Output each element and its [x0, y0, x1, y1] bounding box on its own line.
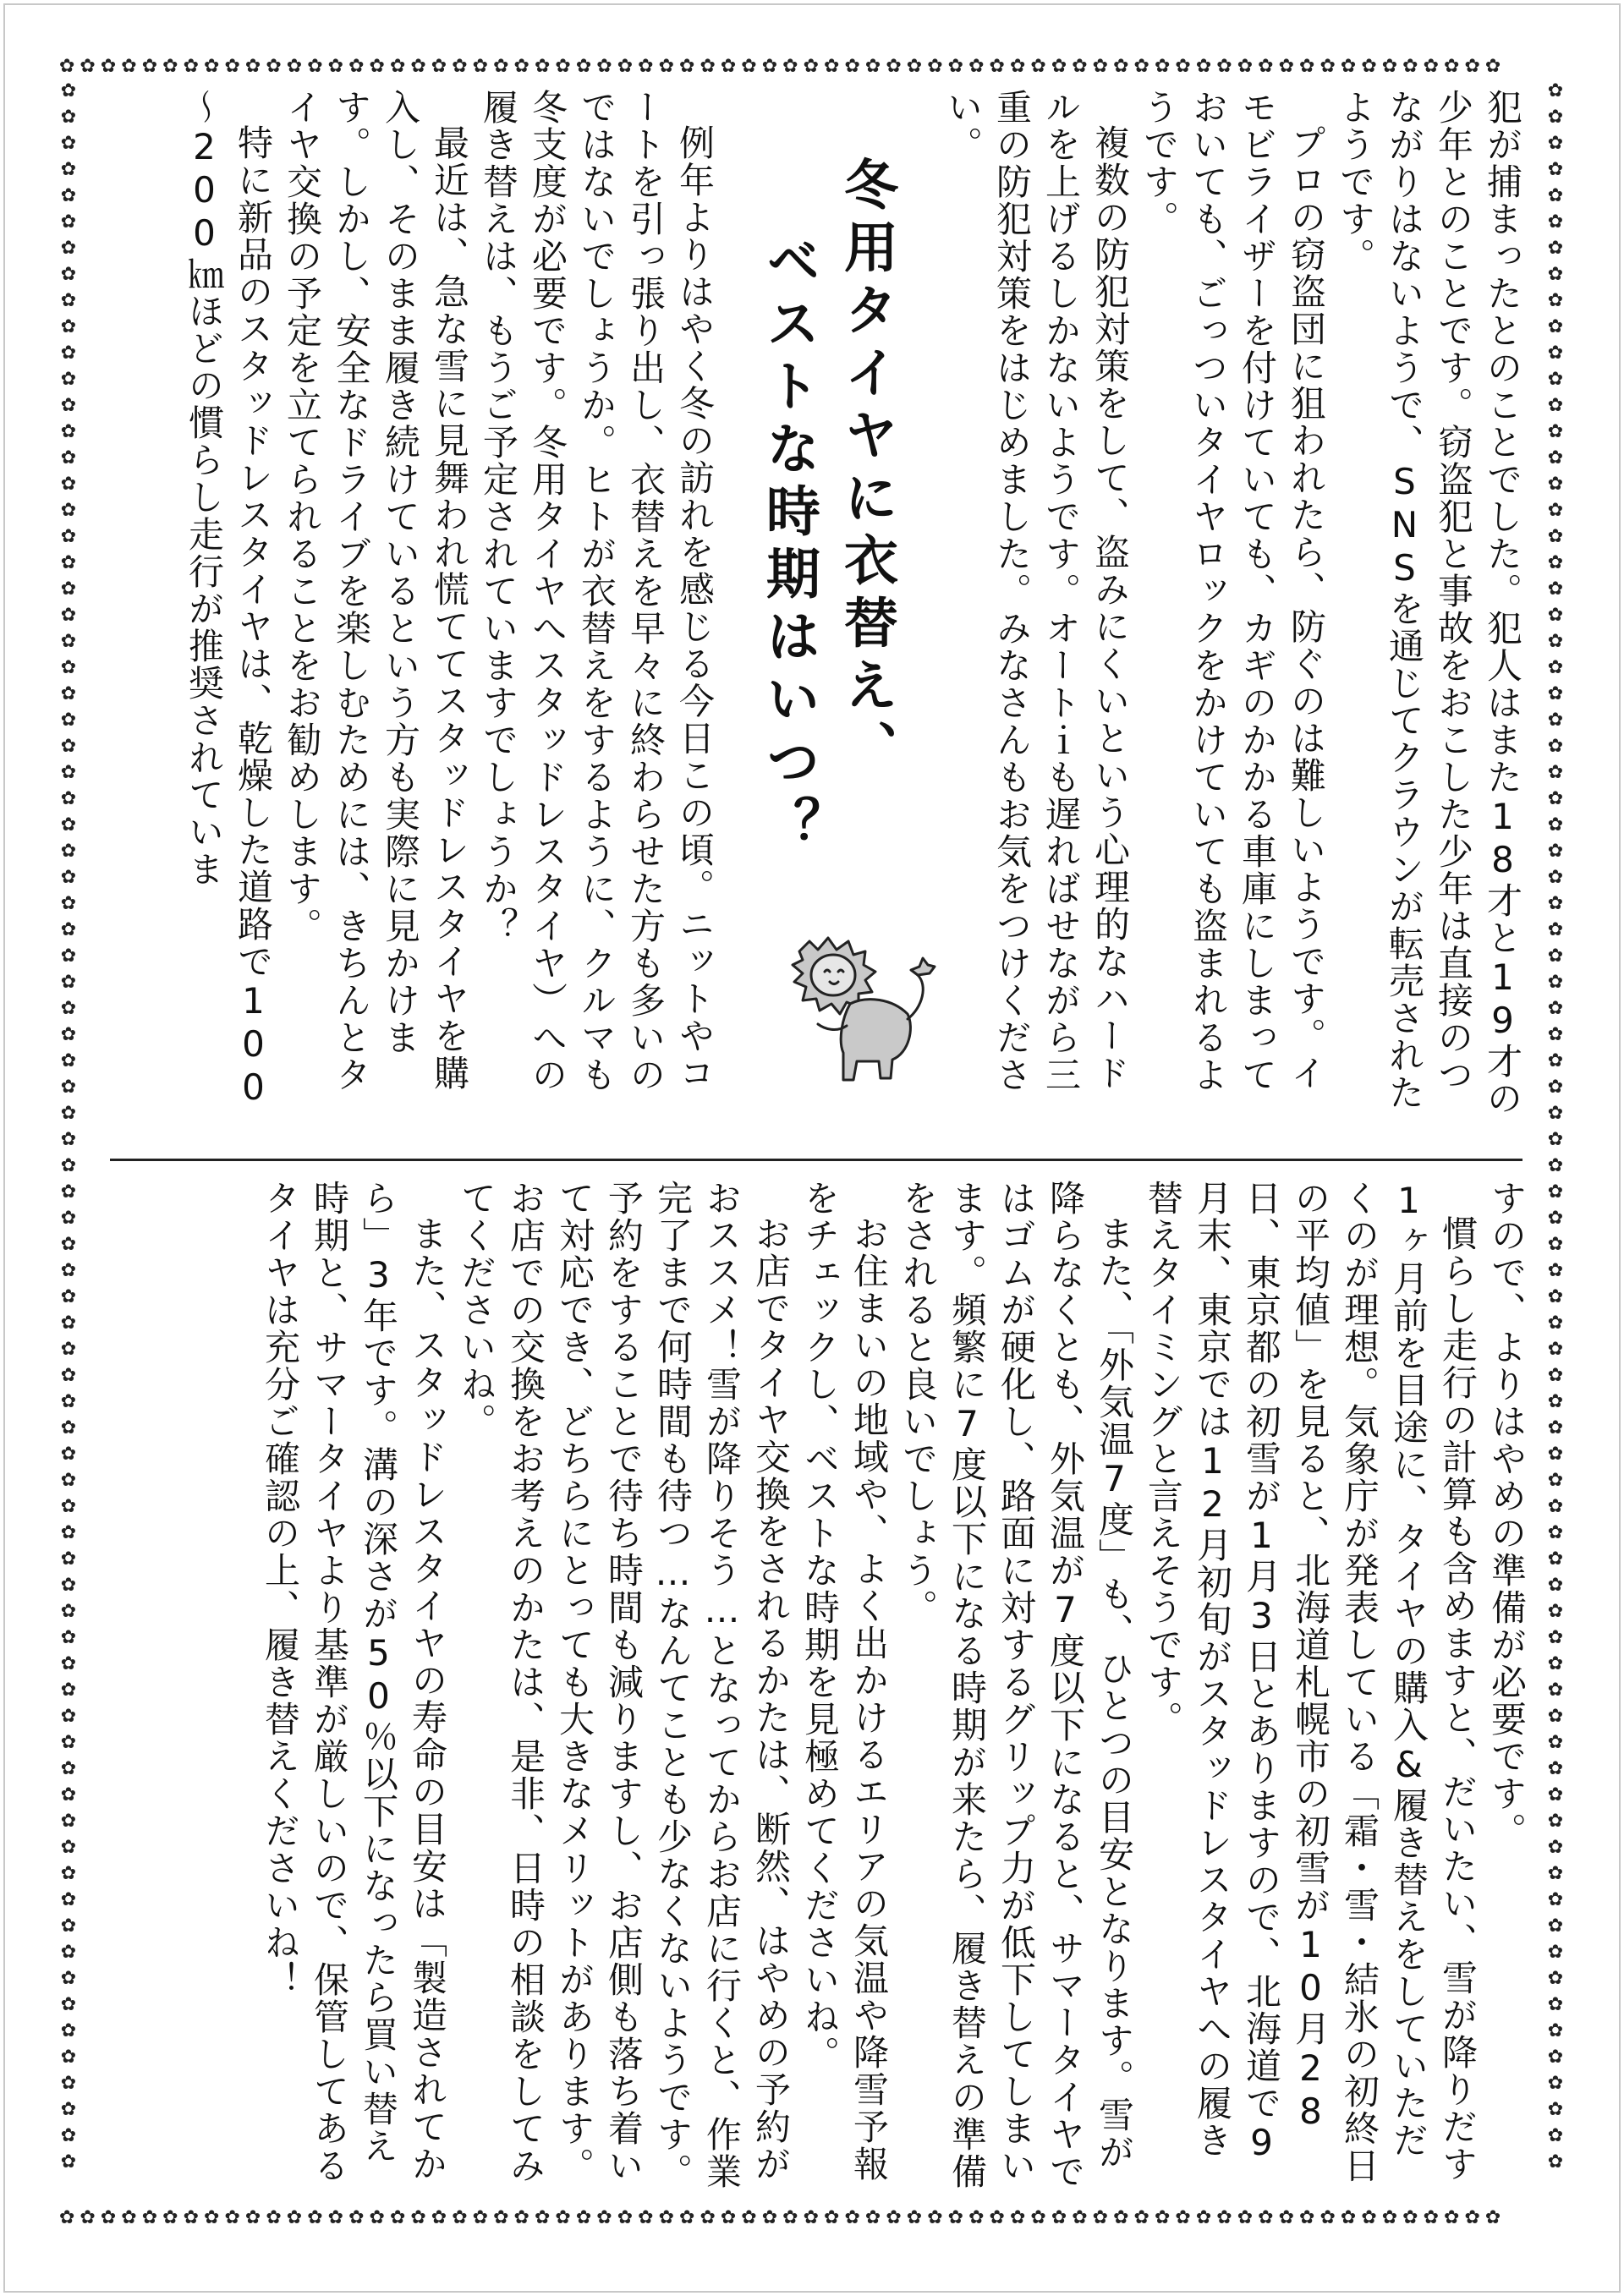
ornament-border-right: ✿✿✿✿✿✿✿✿✿✿✿✿✿✿✿✿✿✿✿✿✿✿✿✿✿✿✿✿✿✿✿✿✿✿✿✿✿✿✿✿✿✿✿✿✿✿✿✿✿✿✿✿✿✿✿✿✿✿✿✿✿✿✿✿✿✿✿✿✿✿✿✿✿✿✿✿✿✿✿✿: [1547, 80, 1564, 2173]
tire-paragraph-4: すので、よりはやめの準備が必要です。: [1486, 1180, 1528, 1849]
ornament-border-left: ✿✿✿✿✿✿✿✿✿✿✿✿✿✿✿✿✿✿✿✿✿✿✿✿✿✿✿✿✿✿✿✿✿✿✿✿✿✿✿✿✿✿✿✿✿✿✿✿✿✿✿✿✿✿✿✿✿✿✿✿✿✿✿✿✿✿✿✿✿✿✿✿✿✿✿✿✿✿✿✿: [60, 80, 77, 2173]
tire-paragraph-1: 例年よりはやく冬の訪れを感じる今日この頃。ニットやコートを引っ張り出し、衣替えを早々に終わらせた方も多いのではないでしょうか。ヒトが衣替えをするように、クルマも冬支度が必要です。冬用タイヤへスタッドレスタイヤ）への履き替えは、もうご予定されていますでしょうか？: [478, 89, 716, 1093]
tire-article-intro: [110, 89, 719, 1125]
tire-paragraph-3: 特に新品のスタッドレスタイヤは、乾燥した道路で100～200㎞ほどの慣らし走行が推奨されていま: [184, 89, 274, 1110]
title-line-1: 冬用タイヤに衣替え、: [835, 156, 897, 782]
lion-mascot-illustration: [765, 926, 943, 1091]
tire-paragraph-2: 最近は、急な雪に見舞われ慌ててスタッドレスタイヤを購入し、そのまま履き続けているという方も実際に見かけます。しかし、安全なドライブを楽しむためには、きちんとタイヤ交換の予定を立てられることをお勧めします。: [282, 89, 470, 1093]
theft-paragraph-3: 複数の防犯対策をして、盗みにくいという心理的なハードルを上げるしかないようです。オートｉも遅ればせながら三重の防犯対策をはじめました。みなさんもお気をつけください。: [942, 89, 1131, 1093]
tire-paragraph-6: また、「外気温7度」も、ひとつの目安となります。雪が降らなくとも、外気温が7度以下になると、サマータイヤではゴムが硬化し、路面に対するグリップ力が低下してしまいます。頻繁に7度以下になる時期が来たら、履き替えの準備をされると良いでしょう。: [897, 1180, 1135, 2190]
tire-paragraph-8: お店でタイヤ交換をされるかたは、断然、はやめの予約がおススメ！雪が降りそう…となってからお店に行くと、作業完了まで何時間も待つ…なんてことも少なくないようです。予約をすることで待ち時間も減りますし、お店側も落ち着いて対応でき、どちらにとっても大きなメリットがあります。お店での交換をお考えのかたは、是非、日時の相談をしてみてくださいね。: [456, 1180, 792, 2190]
theft-article-continuation: [918, 89, 1527, 1125]
section-divider: [110, 1159, 1522, 1161]
ornament-border-top: ✿✿✿✿✿✿✿✿✿✿✿✿✿✿✿✿✿✿✿✿✿✿✿✿✿✿✿✿✿✿✿✿✿✿✿✿✿✿✿✿✿✿✿✿✿✿✿✿✿✿✿✿✿✿✿✿✿✿✿✿✿✿✿✿✿✿✿✿✿✿: [59, 58, 1506, 77]
tire-paragraph-5: 慣らし走行の計算も含めますと、だいたい、雪が降りだす1ヶ月前を目途に、タイヤの購入&履き替えをしていただくのが理想。気象庁が発表している「霜・雪・結氷の初終日の平均値」を見ると、北海道札幌市の初雪が10月28日、東京都の初雪が1月3日とありますので、北海道で9月末、東京では12月初旬がスタッドレスタイヤへの履き替えタイミングと言えそうです。: [1143, 1180, 1479, 2184]
ornament-border-bottom: ✿✿✿✿✿✿✿✿✿✿✿✿✿✿✿✿✿✿✿✿✿✿✿✿✿✿✿✿✿✿✿✿✿✿✿✿✿✿✿✿✿✿✿✿✿✿✿✿✿✿✿✿✿✿✿✿✿✿✿✿✿✿✿✿✿✿✿✿✿✿: [59, 2209, 1506, 2228]
article-title: [744, 156, 905, 934]
theft-paragraph-2: プロの窃盗団に狙われたら、防ぐのは難しいようです。イモビライザーを付けていても、カギのかかる車庫にしまっておいても、ごっついタイヤロックをかけていても盗まれるようです。: [1138, 89, 1327, 1093]
theft-paragraph-1: 犯が捕まったとのことでした。犯人はまた18才と19才の少年とのことです。窃盗犯と事故をおこした少年は直接のつながりはないようで、SNSを通じてクラウンが転売されたようです。: [1335, 89, 1523, 1117]
tire-paragraph-9: また、スタッドレスタイヤの寿命の目安は「製造されてから」3年です。溝の深さが50％以下になったら買い替え時期と、サマータイヤより基準が厳しいので、保管してあるタイヤは充分ご確認の上、履き替えくださいね！: [260, 1180, 448, 2184]
tire-paragraph-7: お住まいの地域や、よく出かけるエリアの気温や降雪予報をチェックし、ベストな時期を見極めてくださいね。: [799, 1180, 890, 2183]
tire-article-continuation: [110, 1180, 1531, 2195]
title-line-2: ベストな時期はいつ？: [757, 233, 820, 858]
